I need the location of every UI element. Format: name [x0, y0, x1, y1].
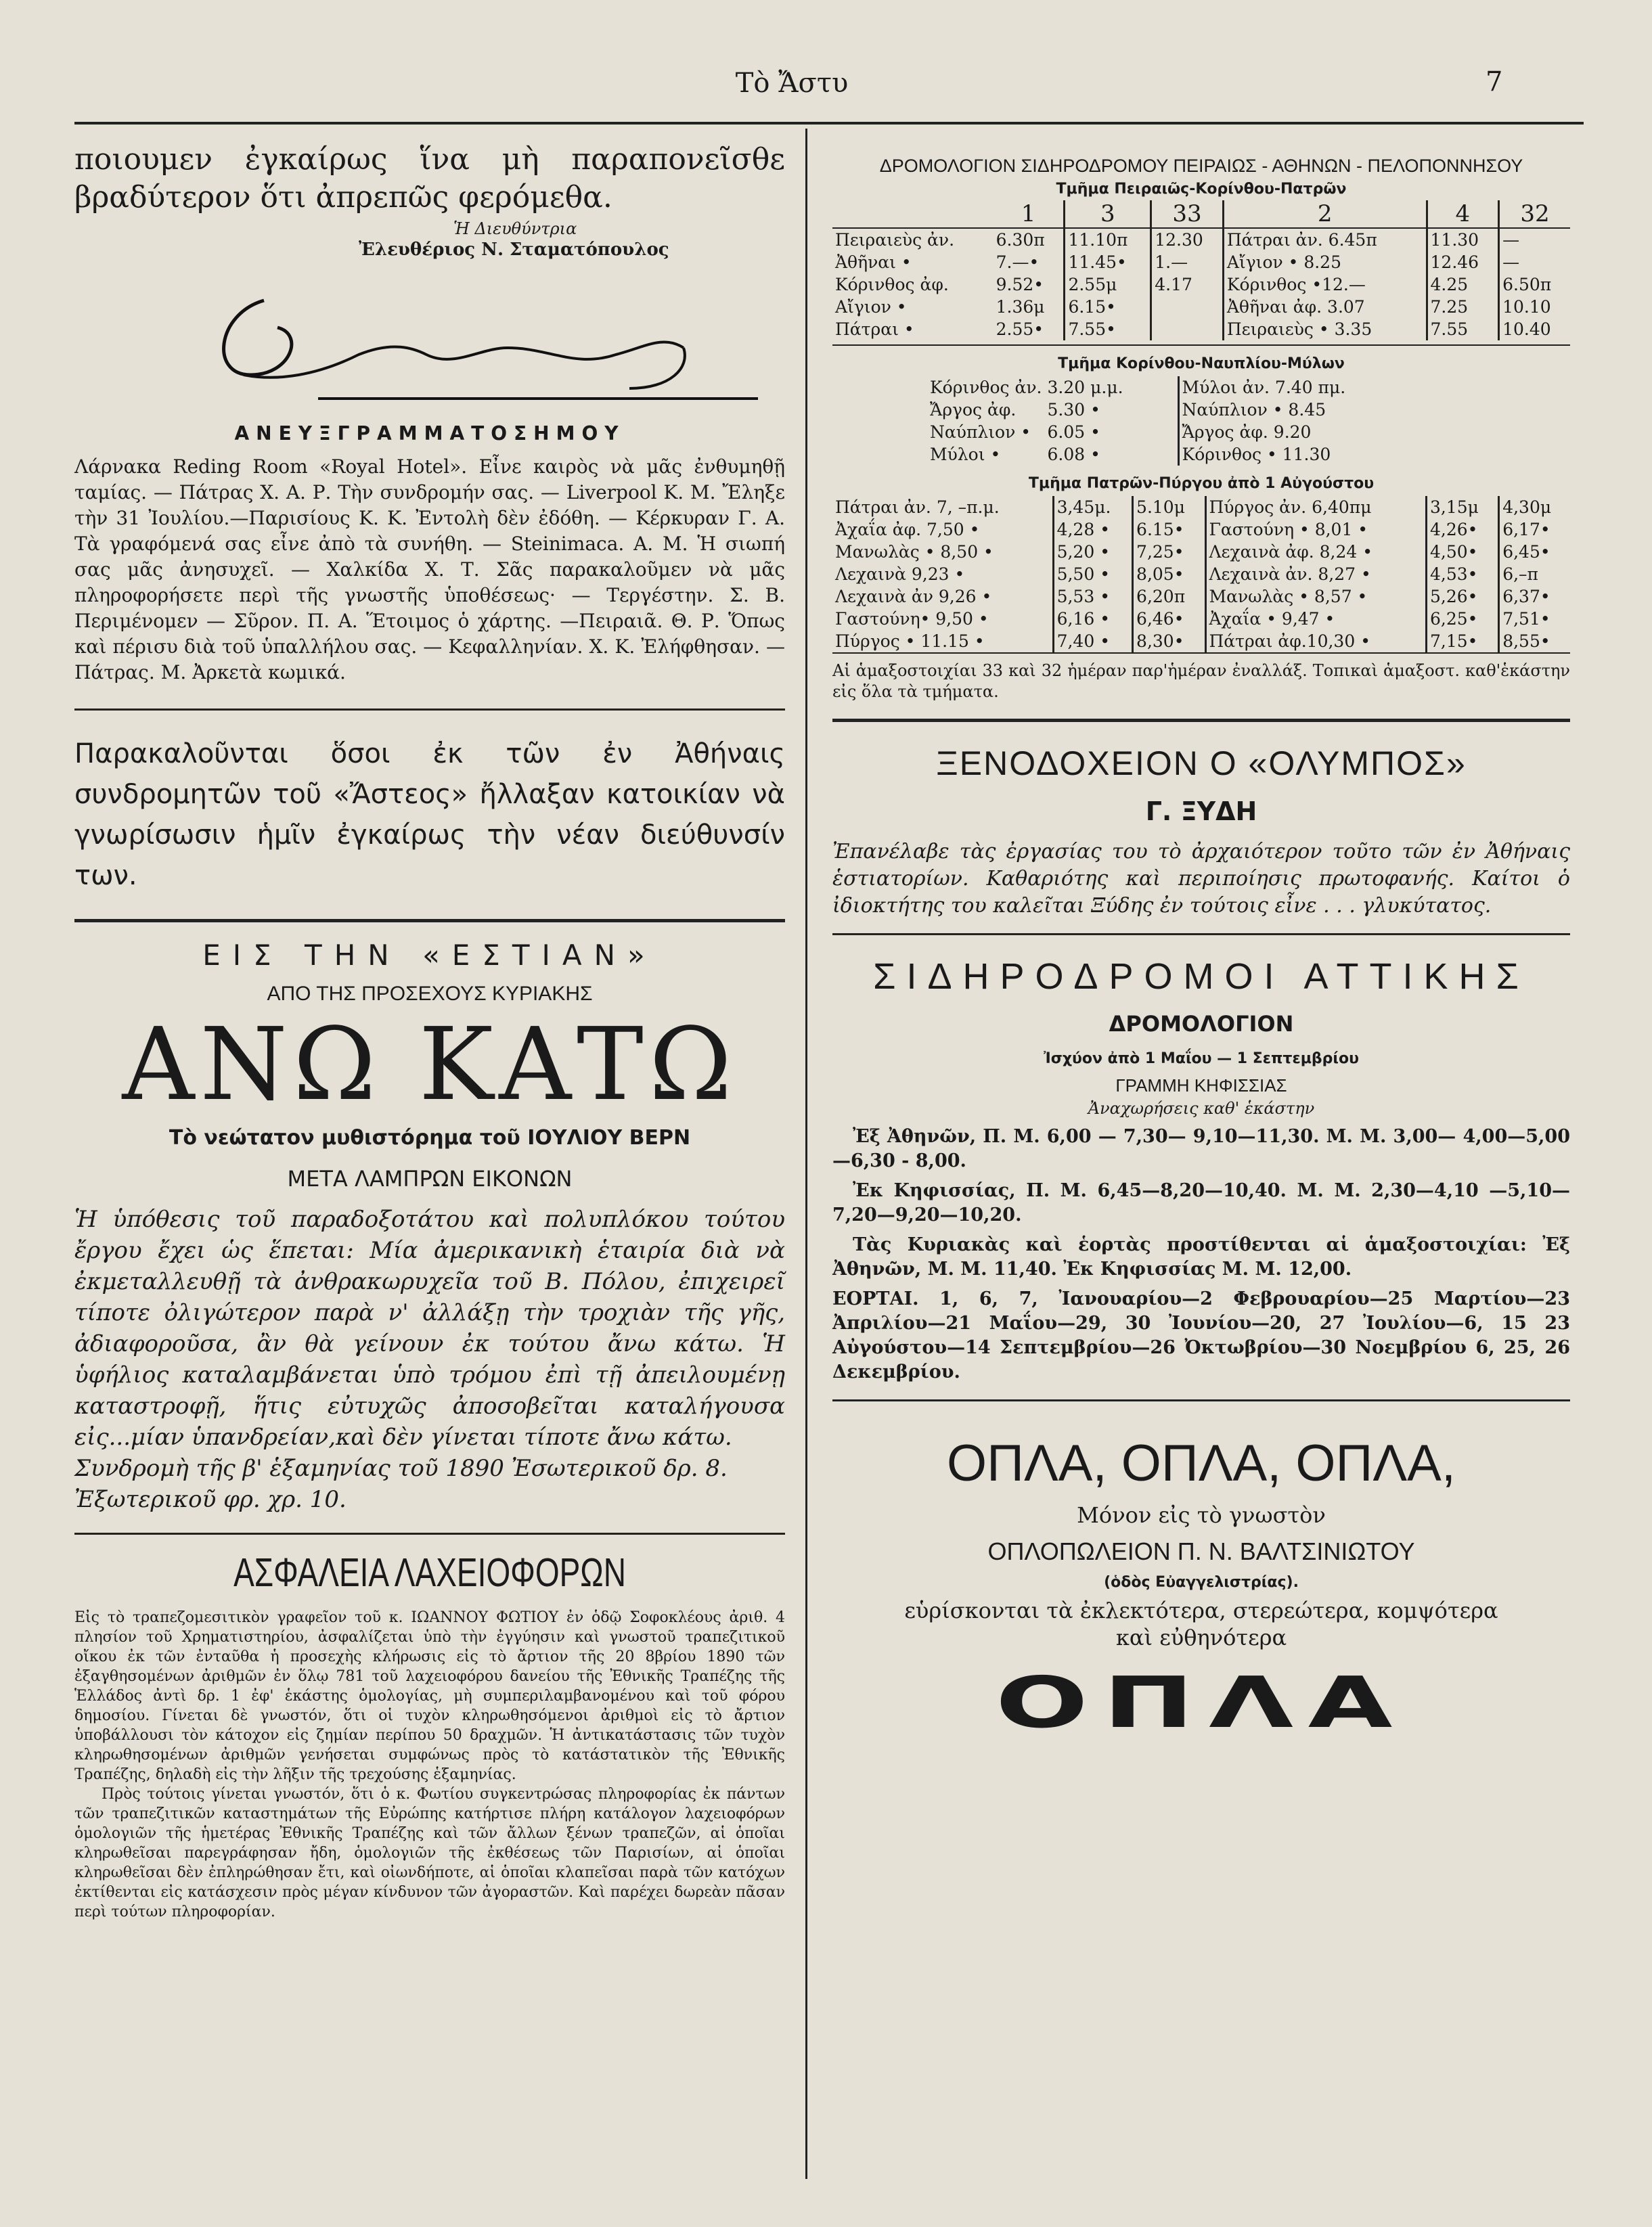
estia-subscription: Συνδρομὴ τῆς β' ἑξαμηνίας τοῦ 1890 Ἐσωτερικοῦ δρ. 8. Ἐξωτερικοῦ φρ. χρ. 10. — [74, 1455, 728, 1513]
hotel-body: Ἐπανέλαβε τὰς ἐργασίας του τὸ ἀρχαιότερον τοῦτο τῶν ἐν Ἀθήναις ἑστιατορίων. Καθαριότης καὶ περιποίησις πρωτοφανής. Καίτοι ὁ ἰδιοκτήτης του καλεῖται Ξύδης ἐν τούτοις εἶνε . . . γλυκύτατος. — [832, 840, 1570, 918]
table-cell: 4,30μ — [1499, 496, 1570, 518]
table-cell: Κόρινθος ἀφ. — [835, 275, 949, 294]
table-row — [832, 273, 1570, 296]
table-cell: 5.30 • — [1047, 400, 1100, 420]
table-cell: 6,37• — [1499, 585, 1570, 608]
hotel-title: ΞΕΝΟΔΟΧΕΙΟΝ Ο «ΟΛΥΜΠΟΣ» — [936, 744, 1467, 782]
estia-pictures: ΜΕΤΑ ΛΑΜΠΡΩΝ ΕΙΚΟΝΩΝ — [287, 1166, 573, 1192]
table-cell: Αἴγιον • 8.25 — [1223, 251, 1427, 273]
table-cell: 6,16 • — [1053, 608, 1132, 630]
table-row — [832, 608, 1570, 630]
table-cell: 6.15• — [1133, 518, 1205, 541]
table-cell: 8,30• — [1133, 630, 1205, 653]
train-number: 1 — [994, 200, 1065, 228]
signature-role: Ἡ Διευθύντρια — [453, 219, 577, 238]
timetable-title: ΔΡΟΜΟΛΟΓΙΟΝ ΣΙΔΗΡΟΔΡΟΜΟΥ ΠΕΙΡΑΙΩΣ - ΑΘΗΝΩΝ - ΠΕΛΟΠΟΝΝΗΣΟΥ — [879, 156, 1523, 176]
table-row — [927, 443, 1348, 466]
table-cell: 3.20 μ.μ. — [1047, 378, 1123, 397]
table-cell: 11.30 — [1427, 228, 1499, 251]
divider — [74, 1533, 785, 1535]
table-row — [927, 399, 1348, 421]
table-cell: Πειραιεὺς • 3.35 — [1223, 318, 1427, 340]
table-row — [832, 585, 1570, 608]
table-cell: Πύργος ἀν. 6,40πμ — [1205, 496, 1426, 518]
estia-body: Ἡ ὑπόθεσις τοῦ παραδοξοτάτου καὶ πολυπλόκου τούτου ἔργου ἔχει ὡς ἕπεται: Μία ἀμερικανικὴ ἑταιρία διὰ νὰ ἐκμεταλλευθῇ τὰ ἀνθρακωρυχεῖα τοῦ Β. Πόλου, ἐπιχειρεῖ τίποτε ὀλιγώτερον παρὰ ν' ἀλλάξῃ τὴν τροχιὰν τῆς γῆς, ἀδιαφοροῦσα, ἂν θὰ γείνουν ἐκ τούτου ἄνω κάτω. Ἡ ὑφήλιος καταλαμβάνεται ὑπὸ τρόμου ἐπὶ τῇ ἀπειλουμένῃ καταστροφῇ, ἥτις εὐτυχῶς ἀποσοβεῖται καταλήγουσα εἰς...μίαν ὑπανδρείαν,καὶ δὲν γίνεται τίποτε ἄνω κάτω. — [74, 1206, 785, 1451]
table-cell: 7,40 • — [1053, 630, 1132, 653]
table-cell: Ἄργος ἀφ. — [930, 400, 1017, 420]
table-row — [832, 541, 1570, 563]
timetable-nafplio — [927, 376, 1348, 466]
table-cell: 3,45μ. — [1053, 496, 1132, 518]
timetable-header-row — [832, 200, 1570, 228]
table-cell: 5,26• — [1426, 585, 1498, 608]
divider — [832, 933, 1570, 935]
table-cell: 7,51• — [1499, 608, 1570, 630]
divider — [832, 344, 1570, 346]
table-cell: — — [1499, 251, 1570, 273]
table-cell: 11.45• — [1065, 251, 1151, 273]
table-cell: 8,55• — [1499, 630, 1570, 653]
table-cell: Ἀθῆναι ἀφ. 3.07 — [1223, 296, 1427, 318]
table-cell: 12.30 — [1151, 228, 1224, 251]
table-cell: 7.55 — [1427, 318, 1499, 340]
signature-flourish-icon — [74, 273, 785, 409]
table-cell: 6,46• — [1133, 608, 1205, 630]
table-cell: 7.—• — [996, 252, 1040, 272]
table-row — [927, 376, 1348, 399]
table-cell: Αἴγιον • — [835, 297, 907, 317]
table-cell: Λεχαινὰ ἀν. 8,27 • — [1205, 563, 1426, 585]
table-row — [832, 251, 1570, 273]
table-cell: Πάτραι • — [835, 319, 914, 339]
table-cell: 5,53 • — [1053, 585, 1132, 608]
table-cell: 6,–π — [1499, 563, 1570, 585]
table-cell: Γαστούνη • 8,01 • — [1205, 518, 1426, 541]
train-number: 3 — [1065, 200, 1151, 228]
right-column — [832, 149, 1570, 1744]
left-column — [74, 135, 785, 1922]
table-cell: Λεχαινὰ ἀφ. 8,24 • — [1205, 541, 1426, 563]
rail-schedule: Ἐκ Κηφισσίας, Π. Μ. 6,45—8,20—10,40. Μ. Μ. 2,30—4,10 —5,10—7,20—9,20—10,20. — [832, 1180, 1570, 1225]
intro-text: ποιουμεν ἐγκαίρως ἵνα μὴ παραπονεῖσθε βραδύτερον ὅτι ἀπρεπῶς φερόμεθα. — [74, 142, 785, 215]
table-cell: Μύλοι ἀν. 7.40 πμ. — [1178, 376, 1348, 399]
table-cell: 11.10π — [1065, 228, 1151, 251]
table-cell: Ἀθῆναι • — [835, 252, 912, 272]
table-cell: 6.08 • — [1047, 445, 1100, 464]
table-cell: Κόρινθος •12.— — [1223, 273, 1427, 296]
table-cell: Μανωλὰς • 8,57 • — [1205, 585, 1426, 608]
table-cell: Κόρινθος ἀν. — [930, 378, 1042, 397]
estia-big-title: ΑΝΩ ΚΑΤΩ — [122, 1006, 738, 1123]
divider — [74, 919, 785, 922]
arms-body: εὑρίσκονται τὰ ἐκλεκτότερα, στερεώτερα, κομψότερα — [904, 1598, 1498, 1623]
table-cell: 6.30π — [996, 230, 1045, 250]
table-cell: Μύλοι • — [930, 445, 1001, 464]
table-cell: Πειραιεὺς ἀν. — [835, 230, 955, 250]
table-cell: Ἀχαΐα ἀφ. 7,50 • — [835, 520, 980, 539]
newspaper-title: Τὸ Ἄστυ — [735, 68, 849, 99]
table-cell: 5.10μ — [1133, 496, 1205, 518]
page-header — [0, 68, 1652, 108]
table-cell: 4.25 — [1427, 273, 1499, 296]
arms-body: καὶ εὐθηνότερα — [1115, 1625, 1287, 1650]
table-cell: Πάτραι ἀν. 6.45π — [1223, 228, 1427, 251]
rail-subtitle: ΔΡΟΜΟΛΟΓΙΟΝ — [1109, 1011, 1294, 1037]
table-cell: 4,28 • — [1053, 518, 1132, 541]
table-cell: 6,20π — [1133, 585, 1205, 608]
signature-name: Ἐλευθέριος Ν. Σταματόπουλος — [359, 240, 669, 260]
train-number: 33 — [1151, 200, 1224, 228]
table-row — [832, 318, 1570, 340]
table-cell: 3,15μ — [1426, 496, 1498, 518]
table-cell: 10.40 — [1499, 318, 1570, 340]
divider — [832, 1399, 1570, 1401]
table-cell: — — [1499, 228, 1570, 251]
table-cell: 7.25 — [1427, 296, 1499, 318]
section-title: Τμῆμα Κορίνθου-Ναυπλίου-Μύλων — [1058, 355, 1345, 372]
notice-text: Παρακαλοῦνται ὅσοι ἐκ τῶν ἐν Ἀθήναις συνδρομητῶν τοῦ «Ἄστεος» ἤλλαξαν κατοικίαν νὰ γνωρίσωσιν ἡμῖν ἐγκαίρως τὴν νέαν διεύθυνσίν των. — [74, 738, 785, 891]
correspondence-text: Λάρνακα Reding Room «Royal Hotel». Εἶνε καιρὸς νὰ μᾶς ἐνθυμηθῇ ταμίας. — Πάτρας Χ. Α. Ρ. Τὴν συνδρομήν σας. — Liverpool Κ. Μ. Ἔληξε τὴν 31 Ἰουλίου.—Παρισίους Κ. Κ. Ἐντολὴ δὲν ἐδόθη. — Κέρκυραν Γ. Α. Τὰ γραφόμενά σας εἶνε ἀπὸ τὰ συνήθη. — Steinimaca. Α. Μ. Ἡ σιωπή σας μᾶς ἀνησυχεῖ. — Χαλκίδα Χ. Τ. Σᾶς παρακαλοῦμεν νὰ μᾶς πληροφορήσετε περὶ τῆς γνωστῆς ὑποθέσεως· — Τεργέστην. Σ. Β. Περιμένομεν — Σῦρον. Π. Α. Ἕτοιμος ὁ χάρτης. —Πειραιᾶ. Θ. Ρ. Ὅπως καὶ πέρισυ διὰ τοῦ ὑπαλλήλου σας. — Κεφαλληνίαν. Χ. Κ. Ἐλήφθησαν. — Πάτρας. Μ. Ἀρκετὰ κωμικά. — [74, 455, 785, 683]
rail-line: ΓΡΑΜΜΗ ΚΗΦΙΣΣΙΑΣ — [1115, 1075, 1287, 1096]
table-row — [832, 518, 1570, 541]
correspondence-heading: ΑΝΕΥΞΓΡΑΜΜΑΤΟΣΗΜΟΥ — [234, 422, 625, 445]
table-cell: 12.46 — [1427, 251, 1499, 273]
table-cell: 1.— — [1151, 251, 1224, 273]
table-cell: 6,25• — [1426, 608, 1498, 630]
table-cell: 7,25• — [1133, 541, 1205, 563]
insurance-paragraph: Εἰς τὸ τραπεζομεσιτικὸν γραφεῖον τοῦ κ. ΙΩΑΝΝΟΥ ΦΩΤΙΟΥ ἐν ὁδῷ Σοφοκλέους ἀριθ. 4 πλησίον τοῦ Χρηματιστηρίου, ἀσφαλίζεται ὑπὸ τὴν ἐγγύησιν καὶ γνωστοῦ τραπεζιτικοῦ οἴκου ἐκ τῶν ἐνταῦθα ἡ προσεχὴς κλήρωσις εἰς τὸ ἄρτιον τῆς 20 8βρίου 1890 τῶν ἐξαγθησομένων ἀριθμῶν ἐν ὅλῳ 781 τοῦ λαχειοφόρου δανείου τῆς Ἐθνικῆς Τραπέζης τῆς Ἑλλάδος ἀντὶ δρ. 1 ἐφ' ἑκάστης ὁμολογίας, μὴ συμπεριλαμβανομένου καὶ τοῦ φόρου δημοσίου. Γίνεται δὲ γνωστόν, ὅτι οἱ τυχὸν κληρωθησόμενοι ἀριθμοὶ εἰς τὸ ἄρτιον ὑποβάλλουσι τὸν κάτοχον εἰς ζημίαν περίπου 50 δραχμῶν. Ἡ ἀντικατάστασις τῶν τυχὸν κληρωθησομένων ἀριθμῶν γενήσεται συμφώνως πρὸς τὸ κατάστατικὸν τῆς Ἐθνικῆς Τραπέζης, δηλαδὴ εἰς τὴν λῆξιν τῆς τρεχούσης ἑξαμηνίας. — [74, 1609, 785, 1783]
table-cell: 6.15• — [1065, 296, 1151, 318]
table-cell: 4,50• — [1426, 541, 1498, 563]
page-number: 7 — [1486, 66, 1503, 97]
table-cell: 2.55• — [996, 319, 1044, 339]
timetable-note: Αἱ ἁμαξοστοιχίαι 33 καὶ 32 ἡμέραν παρ'ἡμέραν ἐναλλάξ. Τοπικαὶ ἁμαξοστ. καθ'ἑκάστην εἰς ὅλα τὰ τμήματα. — [832, 661, 1570, 701]
table-cell: 2.55μ — [1065, 273, 1151, 296]
header-rule — [74, 122, 1584, 125]
table-cell: 7,15• — [1426, 630, 1498, 653]
train-number: 2 — [1223, 200, 1427, 228]
train-number: 32 — [1499, 200, 1570, 228]
estia-subheading: ΑΠΟ ΤΗΣ ΠΡΟΣΕΧΟΥΣ ΚΥΡΙΑΚΗΣ — [267, 983, 593, 1005]
table-cell: Λεχαινὰ 9,23 • — [835, 564, 965, 584]
table-cell — [1151, 296, 1224, 318]
table-cell: Ναύπλιον • — [930, 422, 1031, 442]
table-cell: Κόρινθος • 11.30 — [1178, 443, 1348, 466]
insurance-paragraph: Πρὸς τούτοις γίνεται γνωστόν, ὅτι ὁ κ. Φωτίου συγκεντρώσας πληροφορίας ἐκ πάντων τῶν τραπεζιτικῶν καταστημάτων τῆς Εὐρώπης κατήρτισε πλήρη κατάλογον λαχειοφόρων ὁμολογιῶν τῆς ἡμετέρας Ἐθνικῆς Τραπέζης καὶ τῶν ἄλλων ξένων τραπεζῶν, αἱ ὁποῖαι κληρωθεῖσαι παρεγράφησαν ἤδη, ὁμολογιῶν τῆς ἐκθέσεως τῶν Παρισίων, αἱ ὁποῖαι κληρωθεῖσαι δὲν ἐπληρώθησαν ἔτι, καὶ οἰωνδήποτε, αἱ ὁποῖαι κλαπεῖσαι παρὰ τῶν κατόχων ἐκτίθενται εἰς κατάσχεσιν πρὸς μέγαν κίνδυνον τῶν ἀγοραστῶν. Καὶ παρέχει δωρεὰν πᾶσαν περὶ τούτων πληροφορίαν. — [74, 1786, 785, 1920]
table-cell: 1.36μ — [996, 297, 1045, 317]
rail-schedule: Ἐξ Ἀθηνῶν, Π. Μ. 6,00 — 7,30— 9,10—11,30. Μ. Μ. 3,00— 4,00—5,00—6,30 - 8,00. — [832, 1126, 1570, 1171]
table-cell: Πύργος • 11.15 • — [835, 631, 985, 651]
table-cell: 4,53• — [1426, 563, 1498, 585]
table-cell: 6.05 • — [1047, 422, 1100, 442]
table-cell: 6.50π — [1499, 273, 1570, 296]
arms-big-word: ΟΠΛΑ — [995, 1661, 1408, 1744]
table-cell: Γαστούνη• 9,50 • — [835, 609, 989, 629]
rail-sunday: Τὰς Κυριακὰς καὶ ἑορτὰς προστίθενται αἱ ἁμαξοστοιχίαι: Ἐξ Ἀθηνῶν, Μ. Μ. 11,40. Ἐκ Κηφισσίας Μ. Μ. 12,00. — [832, 1234, 1570, 1280]
table-cell: Λεχαινὰ ἀν 9,26 • — [835, 587, 992, 606]
table-cell: Πάτραι ἀφ.10,30 • — [1205, 630, 1426, 653]
table-row — [832, 496, 1570, 518]
table-cell: 9.52• — [996, 275, 1044, 294]
arms-street: (ὁδὸς Εὐαγγελιστρίας). — [1104, 1574, 1299, 1591]
timetable-pyrgos — [832, 496, 1570, 654]
table-cell: Ἄργος ἀφ. 9.20 — [1178, 421, 1348, 443]
estia-heading: ΕΙΣ ΤΗΝ «ΕΣΤΙΑΝ» — [202, 939, 657, 972]
table-cell: 5,50 • — [1053, 563, 1132, 585]
table-cell: Μανωλὰς • 8,50 • — [835, 542, 994, 562]
table-row — [832, 296, 1570, 318]
table-cell — [1151, 318, 1224, 340]
divider — [832, 719, 1570, 722]
table-row — [927, 421, 1348, 443]
timetable-patras — [832, 200, 1570, 340]
table-cell: 8,05• — [1133, 563, 1205, 585]
divider — [74, 708, 785, 711]
table-cell: 4,26• — [1426, 518, 1498, 541]
train-number: 4 — [1427, 200, 1499, 228]
table-cell: 6,45• — [1499, 541, 1570, 563]
table-cell: 10.10 — [1499, 296, 1570, 318]
table-cell: Πάτραι ἀν. 7, –π.μ. — [835, 497, 1000, 517]
rail-daily: Ἀναχωρήσεις καθ' ἑκάστην — [1088, 1099, 1315, 1118]
rail-validity: Ἰσχύον ἀπὸ 1 Μαΐου — 1 Σεπτεμβρίου — [1044, 1050, 1359, 1067]
table-cell: Ναύπλιον • 8.45 — [1178, 399, 1348, 421]
arms-shop: ΟΠΛΟΠΩΛΕΙΟΝ Π. Ν. ΒΑΛΤΣΙΝΙΩΤΟΥ — [987, 1537, 1415, 1565]
insurance-heading: ΑΣΦΑΛΕΙΑ ΛΑΧΕΙΟΦΟΡΩΝ — [233, 1549, 626, 1595]
section-title: Τμῆμα Πειραιῶς-Κορίνθου-Πατρῶν — [1056, 181, 1347, 198]
hotel-owner: Γ. ΞΥΔΗ — [1145, 796, 1257, 826]
estia-author: Τὸ νεώτατον μυθιστόρημα τοῦ ΙΟΥΛΙΟΥ ΒΕΡΝ — [169, 1126, 691, 1150]
table-cell: 6,17• — [1499, 518, 1570, 541]
rail-title: ΣΙΔΗΡΟΔΡΟΜΟΙ ΑΤΤΙΚΗΣ — [873, 956, 1530, 997]
arms-only: Μόνον εἰς τὸ γνωστὸν — [1077, 1502, 1326, 1528]
table-row — [832, 563, 1570, 585]
rail-holidays: ΕΟΡΤΑΙ. 1, 6, 7, Ἰανουαρίου—2 Φεβρουαρίου—25 Μαρτίου—23 Ἀπριλίου—21 Μαΐου—29, 30 Ἰουνίου—20, 27 Ἰουλίου—6, 15 23 Αὐγούστου—14 Σεπτεμβρίου—26 Ὀκτωβρίου—30 Νοεμβρίου 6, 25, 26 Δεκεμβρίου. — [832, 1288, 1570, 1382]
table-cell: 5,20 • — [1053, 541, 1132, 563]
arms-title: ΟΠΛΑ, ΟΠΛΑ, ΟΠΛΑ, — [947, 1435, 1456, 1492]
handwritten-signature — [74, 273, 785, 409]
table-row — [832, 228, 1570, 251]
table-cell: Ἀχαΐα • 9,47 • — [1205, 608, 1426, 630]
table-row — [832, 630, 1570, 653]
table-cell: 4.17 — [1151, 273, 1224, 296]
section-title: Τμῆμα Πατρῶν-Πύργου ἀπὸ 1 Αὐγούστου — [1028, 475, 1375, 492]
column-divider — [805, 129, 807, 2179]
table-cell: 7.55• — [1065, 318, 1151, 340]
